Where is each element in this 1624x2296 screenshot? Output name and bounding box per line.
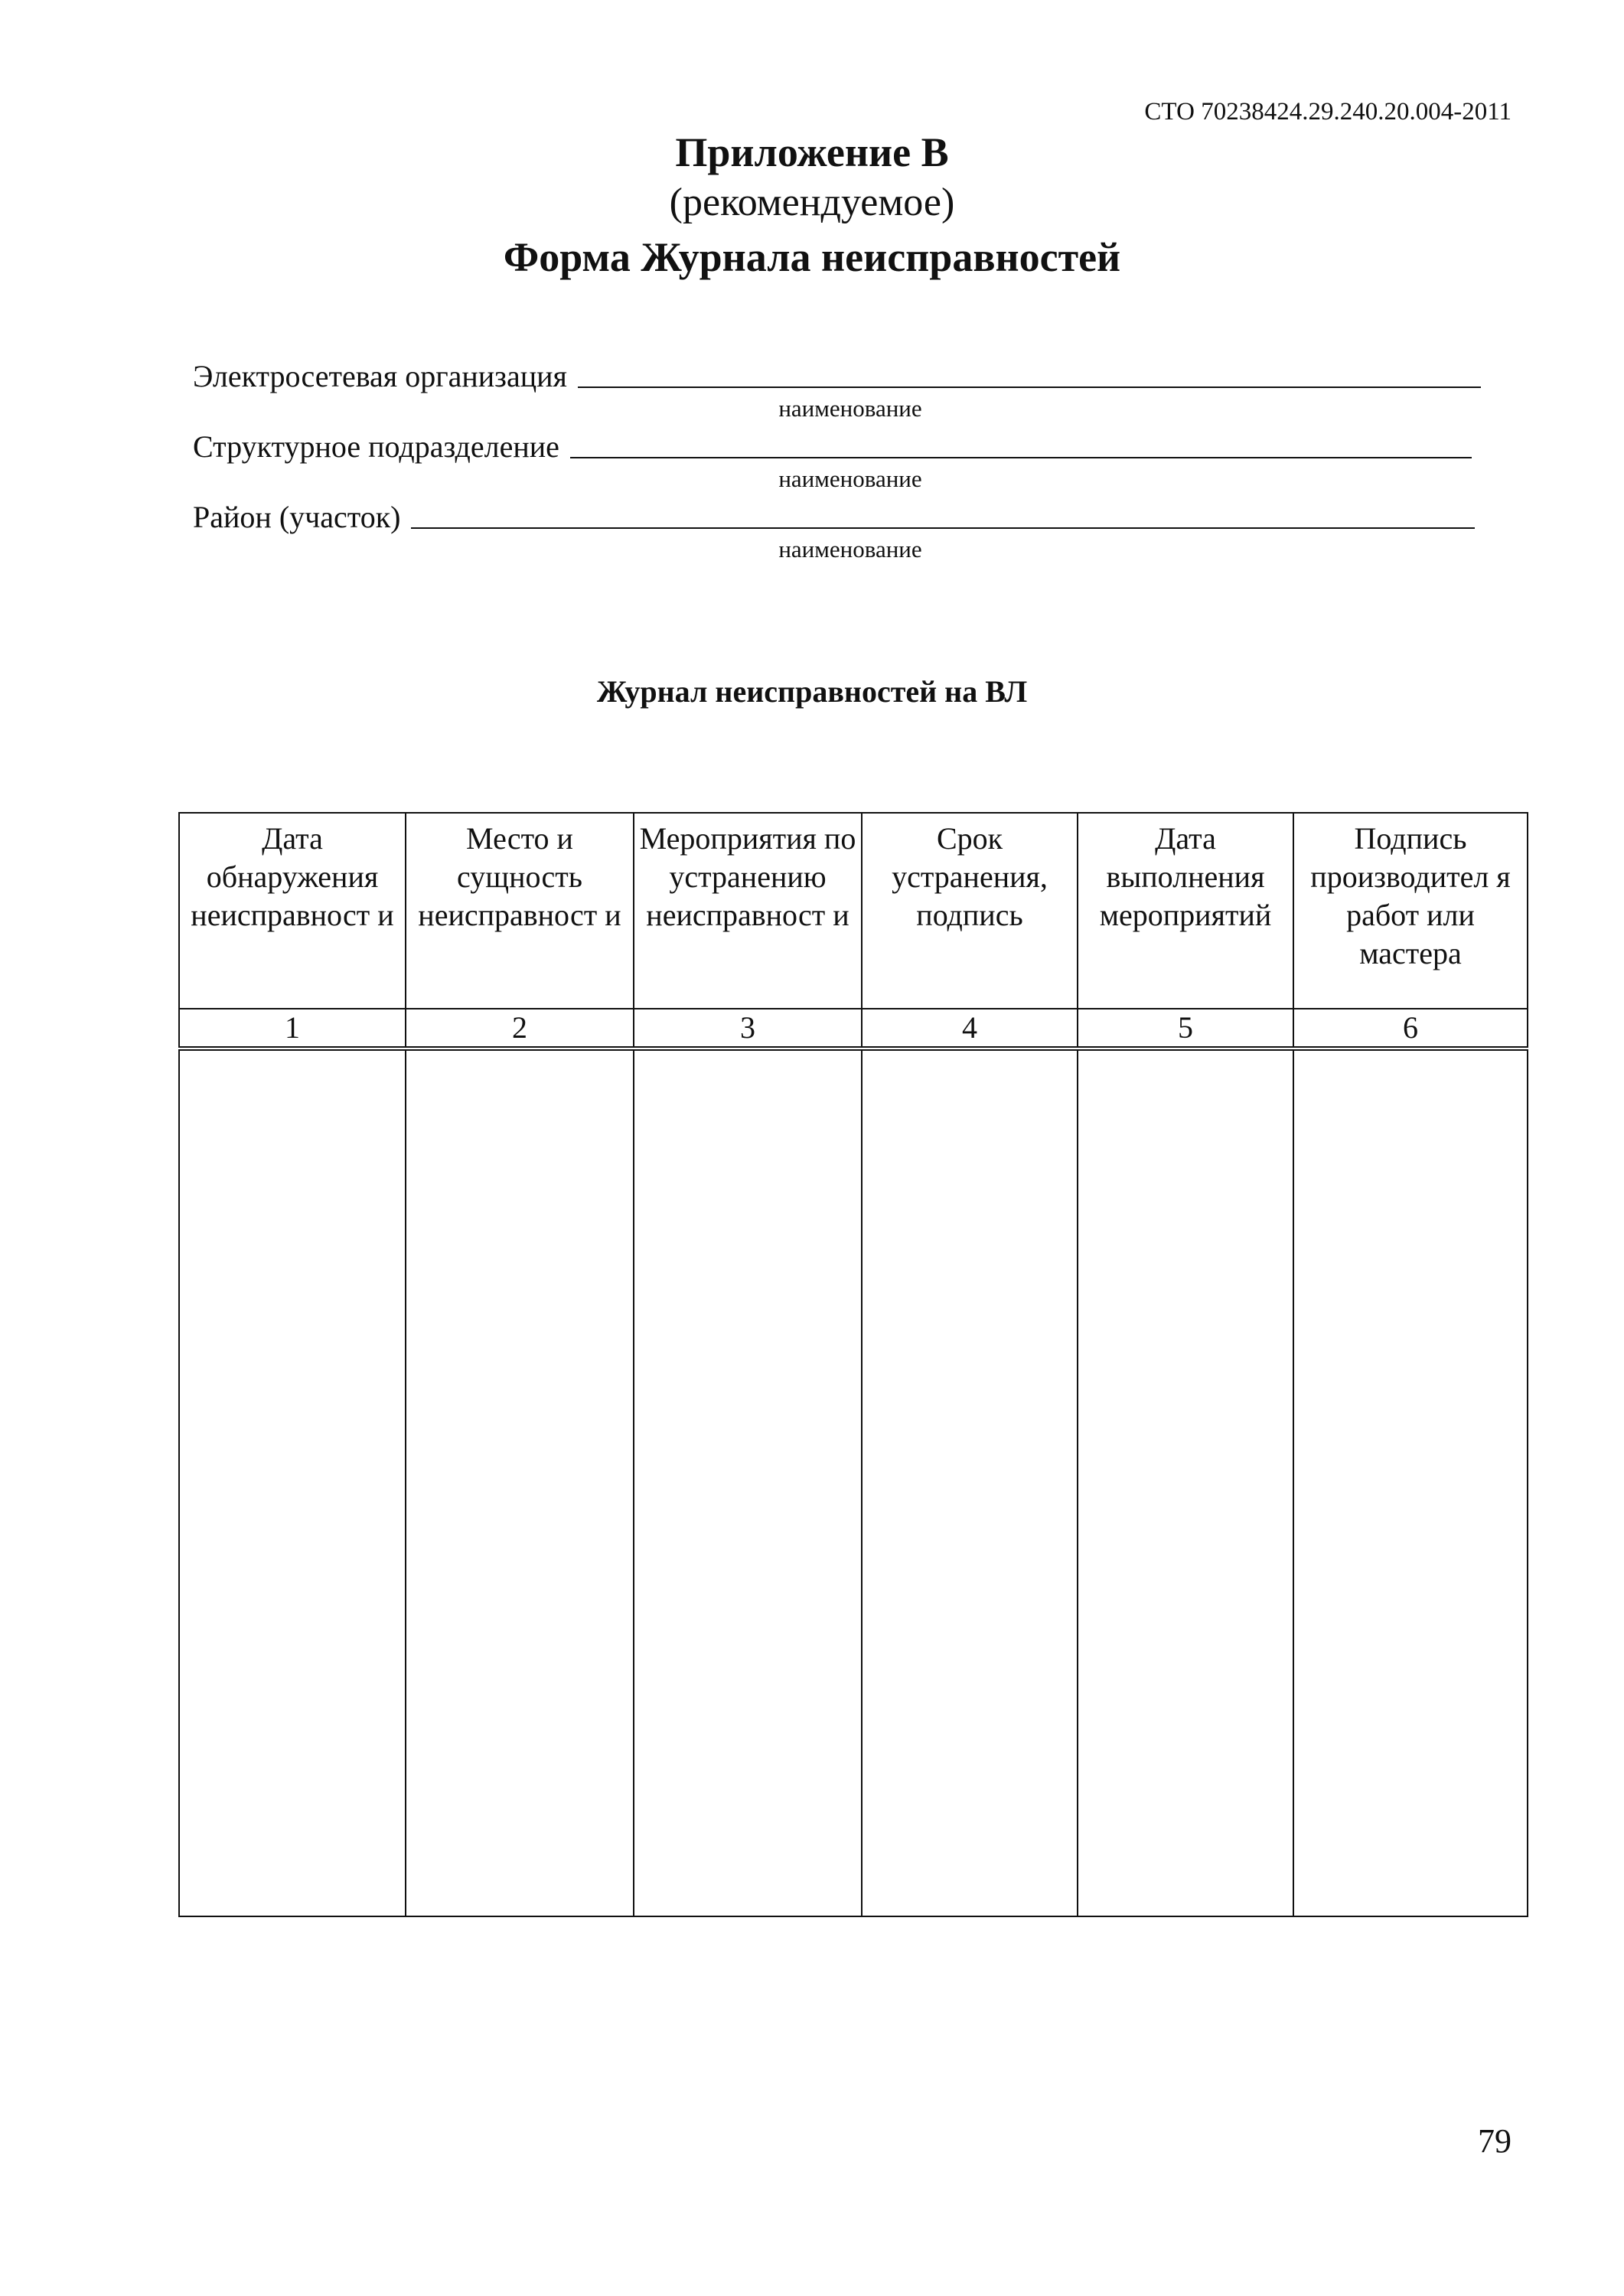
- organization-field: [193, 358, 1481, 394]
- subdivision-blank-line[interactable]: [570, 457, 1472, 458]
- column-number: 2: [406, 1009, 634, 1049]
- district-field: [193, 499, 1475, 535]
- column-header: Дата выполнения мероприятий: [1078, 813, 1293, 1009]
- page-number: 79: [1478, 2122, 1511, 2160]
- subdivision-field: [193, 429, 1472, 465]
- column-number: 6: [1293, 1009, 1528, 1049]
- organization-label: Электросетевая организация: [193, 359, 567, 393]
- column-number: 4: [862, 1009, 1078, 1049]
- district-label: Район (участок): [193, 500, 401, 534]
- empty-cell[interactable]: [406, 1049, 634, 1916]
- empty-cell[interactable]: [1293, 1049, 1528, 1916]
- district-blank-line[interactable]: [411, 527, 1475, 529]
- column-number: 3: [634, 1009, 862, 1049]
- form-title: Форма Журнала неисправностей: [503, 234, 1121, 280]
- empty-cell[interactable]: [1078, 1049, 1293, 1916]
- column-header: Срок устранения, подпись: [862, 813, 1078, 1009]
- subdivision-hint: наименование: [778, 465, 922, 492]
- table-row: [179, 1049, 1528, 1916]
- journal-title: Журнал неисправностей на ВЛ: [596, 674, 1028, 709]
- appendix-title: Приложение В: [675, 129, 949, 175]
- empty-cell[interactable]: [179, 1049, 406, 1916]
- column-number: 1: [179, 1009, 406, 1049]
- column-number-row: [179, 1009, 1528, 1049]
- column-header: Дата обнаружения неисправност и: [179, 813, 406, 1009]
- district-hint: наименование: [778, 536, 922, 563]
- column-header: Место и сущность неисправност и: [406, 813, 634, 1009]
- column-number: 5: [1078, 1009, 1293, 1049]
- faults-journal-table: [178, 812, 1528, 1917]
- column-header: Подпись производител я работ или мастера: [1293, 813, 1528, 1009]
- table-header-row: [179, 813, 1528, 1009]
- document-code: СТО 70238424.29.240.20.004-2011: [1144, 98, 1511, 126]
- organization-blank-line[interactable]: [578, 386, 1481, 388]
- empty-cell[interactable]: [634, 1049, 862, 1916]
- column-header: Мероприятия по устранению неисправност и: [634, 813, 862, 1009]
- empty-cell[interactable]: [862, 1049, 1078, 1916]
- appendix-status: (рекомендуемое): [669, 181, 955, 224]
- subdivision-label: Структурное подразделение: [193, 429, 559, 464]
- organization-hint: наименование: [778, 395, 922, 422]
